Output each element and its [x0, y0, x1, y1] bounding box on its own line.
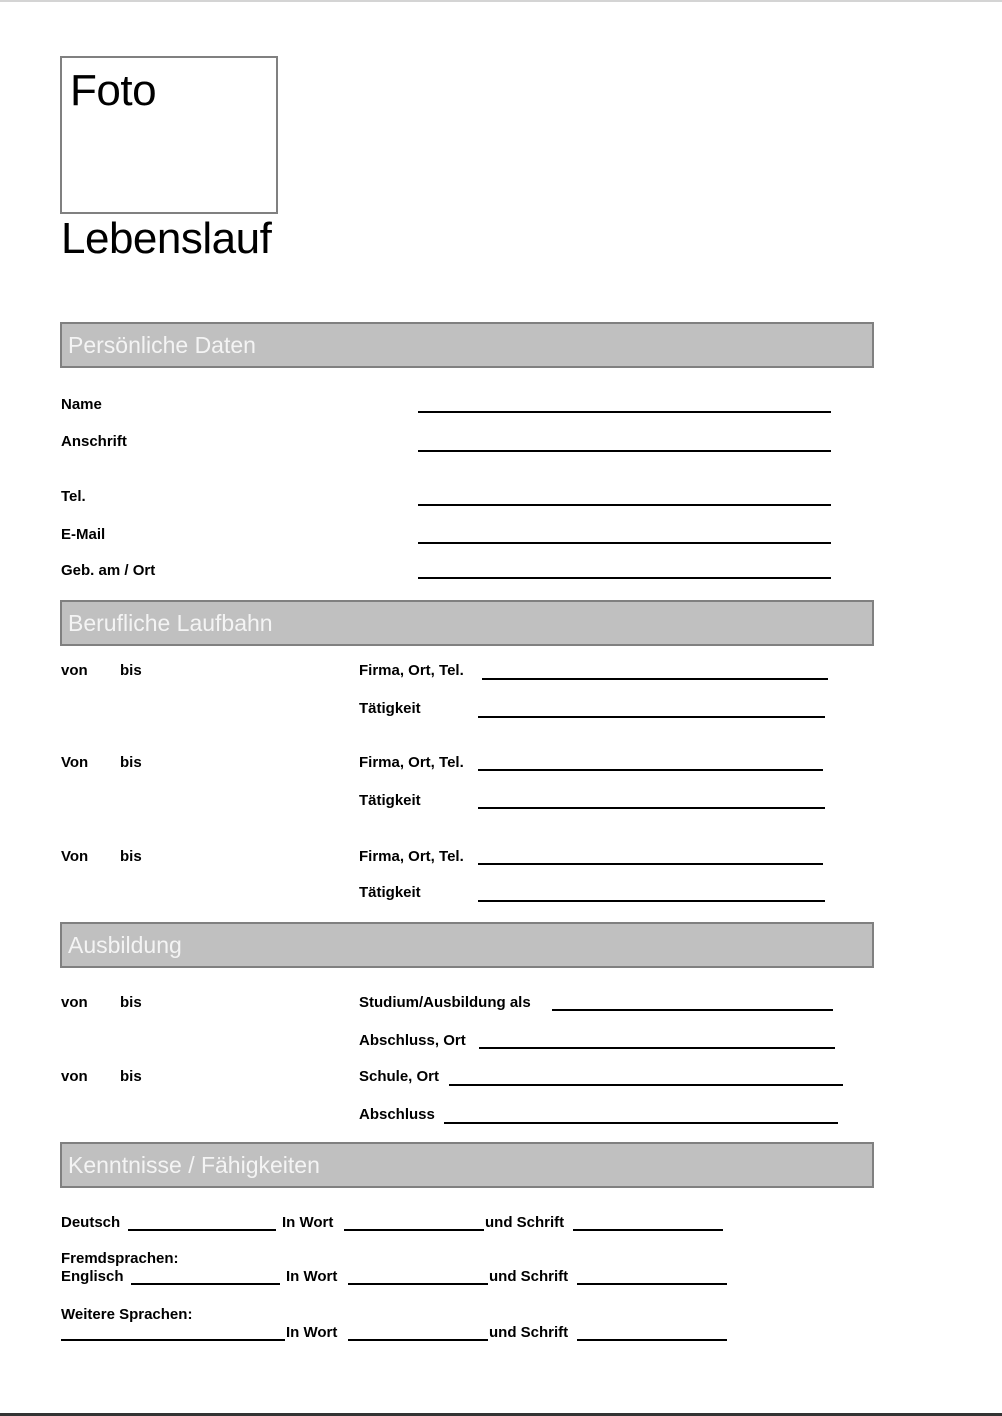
section-title: Persönliche Daten [68, 332, 256, 358]
education-to-label: bis [120, 1068, 142, 1085]
career-activity-label: Tätigkeit [359, 884, 421, 901]
career-to-label: bis [120, 848, 142, 865]
career-company-label: Firma, Ort, Tel. [359, 662, 464, 679]
address-label: Anschrift [61, 433, 127, 450]
career-from-label: Von [61, 754, 89, 771]
school-field[interactable] [449, 1084, 843, 1086]
section-header-career [60, 600, 874, 646]
career-company-field[interactable] [478, 863, 823, 865]
education-to-label: bis [120, 994, 142, 1011]
document-title: Lebenslauf [61, 214, 272, 263]
section-title: Berufliche Laufbahn [68, 610, 273, 636]
photo-label: Foto [70, 66, 157, 115]
career-from-label: von [61, 662, 88, 679]
other-languages-heading: Weitere Sprachen: [61, 1306, 193, 1323]
section-title: Kenntnisse / Fähigkeiten [68, 1152, 320, 1178]
address-field[interactable] [418, 450, 831, 452]
career-company-label: Firma, Ort, Tel. [359, 848, 464, 865]
email-label: E-Mail [61, 526, 106, 543]
email-field[interactable] [418, 542, 831, 544]
degree-place-label: Abschluss, Ort [359, 1032, 466, 1049]
page-top-edge [0, 0, 1002, 2]
english-field[interactable] [131, 1283, 280, 1285]
foreign-languages-heading: Fremdsprachen: [61, 1250, 179, 1267]
other-written-field[interactable] [577, 1339, 727, 1341]
study-field[interactable] [552, 1009, 833, 1011]
german-field[interactable] [128, 1229, 276, 1231]
birth-field[interactable] [418, 577, 831, 579]
phone-field[interactable] [418, 504, 831, 506]
career-to-label: bis [120, 662, 142, 679]
birth-label: Geb. am / Ort [61, 562, 156, 579]
degree-label: Abschluss [359, 1106, 435, 1123]
career-activity-label: Tätigkeit [359, 792, 421, 809]
english-written-field[interactable] [577, 1283, 727, 1285]
name-label: Name [61, 396, 102, 413]
other-spoken-field[interactable] [348, 1339, 488, 1341]
education-from-label: von [61, 1068, 88, 1085]
degree-place-field[interactable] [479, 1047, 835, 1049]
section-header-skills [60, 1142, 874, 1188]
phone-label: Tel. [61, 488, 86, 505]
career-activity-field[interactable] [478, 807, 825, 809]
name-field[interactable] [418, 411, 831, 413]
written-label: und Schrift [485, 1214, 565, 1231]
career-company-field[interactable] [482, 678, 828, 680]
career-to-label: bis [120, 754, 142, 771]
spoken-label: In Wort [286, 1324, 338, 1341]
photo-placeholder [60, 56, 278, 214]
section-title: Ausbildung [68, 932, 182, 958]
education-from-label: von [61, 994, 88, 1011]
section-header-education [60, 922, 874, 968]
spoken-label: In Wort [282, 1214, 334, 1231]
german-label: Deutsch [61, 1214, 121, 1231]
written-label: und Schrift [489, 1324, 569, 1341]
section-header-personal [60, 322, 874, 368]
english-label: Englisch [61, 1268, 124, 1285]
career-activity-field[interactable] [478, 900, 825, 902]
german-spoken-field[interactable] [344, 1229, 484, 1231]
career-from-label: Von [61, 848, 89, 865]
career-company-label: Firma, Ort, Tel. [359, 754, 464, 771]
other-language-field[interactable] [61, 1339, 285, 1341]
german-written-field[interactable] [573, 1229, 723, 1231]
degree-field[interactable] [444, 1122, 838, 1124]
career-activity-field[interactable] [478, 716, 825, 718]
study-label: Studium/Ausbildung als [359, 994, 531, 1011]
english-spoken-field[interactable] [348, 1283, 488, 1285]
career-company-field[interactable] [478, 769, 823, 771]
career-activity-label: Tätigkeit [359, 700, 421, 717]
written-label: und Schrift [489, 1268, 569, 1285]
spoken-label: In Wort [286, 1268, 338, 1285]
school-label: Schule, Ort [359, 1068, 440, 1085]
